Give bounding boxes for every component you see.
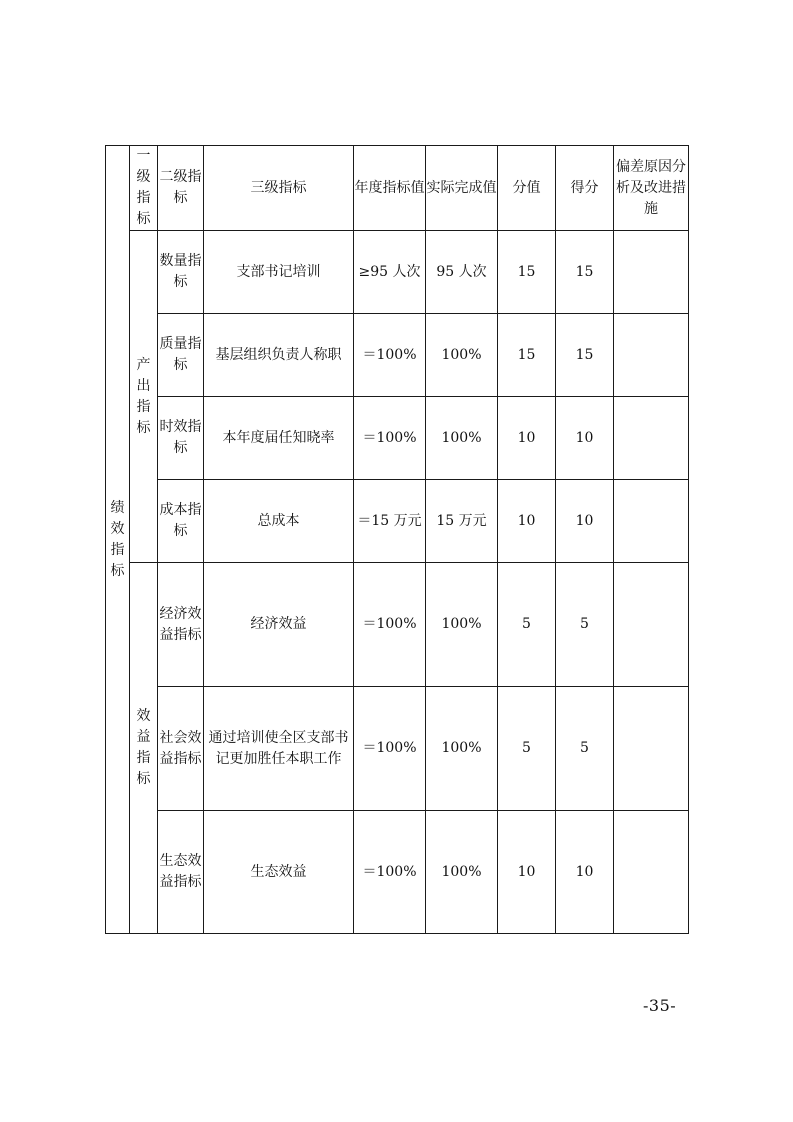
table-row [106, 687, 689, 811]
benefit-label-cell [130, 563, 158, 934]
target-cell: ＝100% [354, 314, 426, 397]
target-cell: ＝100% [354, 397, 426, 480]
value-cell: 5 [498, 563, 556, 687]
header-score-value: 分值 [498, 146, 556, 231]
actual-cell: 95 人次 [426, 231, 498, 314]
output-label: 产出指标 [136, 356, 151, 436]
deviation-cell [614, 397, 689, 480]
actual-cell: 100% [426, 314, 498, 397]
actual-cell: 100% [426, 687, 498, 811]
score-cell: 5 [556, 563, 614, 687]
page-number: -35- [643, 996, 677, 1015]
header-annual-target: 年度指标值 [354, 146, 426, 231]
target-cell: ≥95 人次 [354, 231, 426, 314]
score-cell: 10 [556, 811, 614, 934]
table-row [106, 480, 689, 563]
target-cell: ＝100% [354, 687, 426, 811]
level3-cell: 总成本 [204, 480, 354, 563]
score-cell: 15 [556, 314, 614, 397]
table-row [106, 563, 689, 687]
actual-cell: 100% [426, 397, 498, 480]
level3-cell: 本年度届任知晓率 [204, 397, 354, 480]
table-row [106, 231, 689, 314]
level3-cell: 支部书记培训 [204, 231, 354, 314]
header-level3: 三级指标 [204, 146, 354, 231]
deviation-cell [614, 687, 689, 811]
target-cell: ＝100% [354, 563, 426, 687]
value-cell: 15 [498, 231, 556, 314]
level3-cell: 经济效益 [204, 563, 354, 687]
target-cell: ＝100% [354, 811, 426, 934]
level2-cell: 社会效益指标 [158, 687, 204, 811]
actual-cell: 100% [426, 563, 498, 687]
level3-cell: 基层组织负责人称职 [204, 314, 354, 397]
score-cell: 15 [556, 231, 614, 314]
level2-cell: 时效指标 [158, 397, 204, 480]
table-row [106, 314, 689, 397]
table-row [106, 397, 689, 480]
deviation-cell [614, 563, 689, 687]
benefit-label: 效益指标 [136, 708, 151, 787]
level3-cell: 生态效益 [204, 811, 354, 934]
header-deviation: 偏差原因分析及改进措施 [614, 146, 689, 231]
level2-cell: 生态效益指标 [158, 811, 204, 934]
target-cell: ＝15 万元 [354, 480, 426, 563]
value-cell: 10 [498, 397, 556, 480]
score-cell: 10 [556, 397, 614, 480]
table-header-row [106, 146, 689, 231]
level2-cell: 数量指标 [158, 231, 204, 314]
group-label: 绩效指标 [110, 499, 125, 579]
value-cell: 15 [498, 314, 556, 397]
score-cell: 10 [556, 480, 614, 563]
value-cell: 5 [498, 687, 556, 811]
value-cell: 10 [498, 811, 556, 934]
header-level1-cell [130, 146, 158, 231]
score-cell: 5 [556, 687, 614, 811]
header-level2: 二级指标 [158, 146, 204, 231]
header-level1: 一级指标 [136, 148, 151, 227]
level2-cell: 质量指标 [158, 314, 204, 397]
level2-cell: 成本指标 [158, 480, 204, 563]
header-actual: 实际完成值 [426, 146, 498, 231]
level2-cell: 经济效益指标 [158, 563, 204, 687]
deviation-cell [614, 314, 689, 397]
performance-indicator-table [105, 145, 689, 934]
table-row [106, 811, 689, 934]
output-label-cell [130, 231, 158, 563]
deviation-cell [614, 231, 689, 314]
actual-cell: 15 万元 [426, 480, 498, 563]
deviation-cell [614, 811, 689, 934]
header-score: 得分 [556, 146, 614, 231]
actual-cell: 100% [426, 811, 498, 934]
group-label-cell [106, 146, 130, 934]
value-cell: 10 [498, 480, 556, 563]
level3-cell: 通过培训使全区支部书记更加胜任本职工作 [204, 687, 354, 811]
deviation-cell [614, 480, 689, 563]
